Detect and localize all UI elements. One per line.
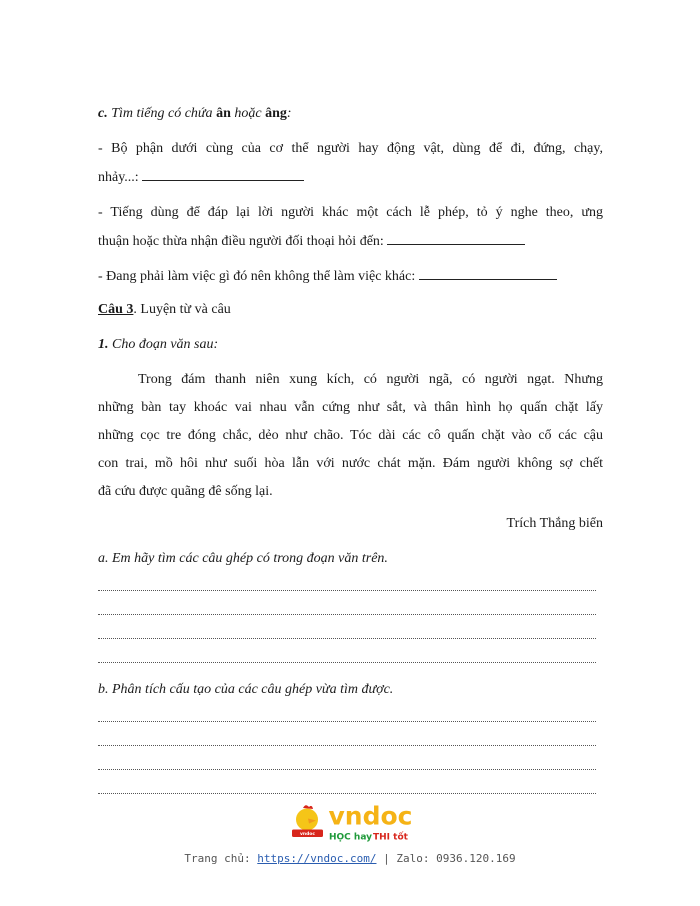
section-label: c. (98, 106, 108, 121)
answer-line[interactable] (98, 793, 596, 794)
vndoc-watermark-logo (288, 802, 413, 847)
item-3-line (98, 263, 603, 291)
svg-text:vndoc: vndoc (299, 832, 316, 837)
mascot-icon (288, 802, 413, 847)
footer-home-label: Trang chủ: (184, 852, 258, 865)
term-ang: âng (265, 106, 287, 121)
question-title: . Luyện từ và câu (133, 302, 231, 317)
cau3-heading (98, 296, 603, 324)
question-label: Câu 3 (98, 302, 134, 317)
source-citation: Trích Thắng biển (506, 516, 603, 531)
sub-text: Cho đoạn văn sau: (108, 337, 219, 352)
footer-home-link[interactable]: https://vndoc.com/ (257, 852, 377, 865)
question-b: b. Phân tích cấu tạo của các câu ghép vừa tìm được. (98, 682, 394, 697)
footer-zalo-label: | Zalo: (376, 852, 437, 865)
term-an: ân (216, 106, 231, 121)
prompt-end: : (286, 106, 292, 121)
item-2-line2 (98, 228, 603, 256)
passage-line: Trong đám thanh niên xung kích, có người ngã, có người ngạt. Nhưng (138, 372, 603, 387)
item-1-line2 (98, 164, 603, 192)
passage-line: đã cứu được quãng đê sống lại. (98, 484, 273, 499)
answer-blank[interactable] (142, 168, 304, 181)
footer-phone: 0936.120.169 (436, 852, 516, 865)
answer-line[interactable] (98, 745, 596, 746)
svg-text:vndoc: vndoc (328, 802, 413, 831)
passage-line: những bàn tay khoác vai nhau vẫn cứng như sắt, và thân hình họ quấn chặt lấy (98, 400, 603, 415)
passage-line: những cọc tre đóng chắc, dẻo như chão. Tóc dài các cô quấn chặt vào cổ các cậu (98, 428, 603, 443)
answer-line[interactable] (98, 614, 596, 615)
answer-line[interactable] (98, 769, 596, 770)
svg-text:HỌC hay: HỌC hay (329, 832, 372, 843)
item-2-line1: - Tiếng dùng để đáp lại lời người khác một cách lễ phép, tỏ ý nghe theo, ưng (98, 205, 603, 220)
answer-line[interactable] (98, 638, 596, 639)
passage-line: con trai, mồ hôi như suối hòa lẫn với nước chát mặn. Đám người không sợ chết (98, 456, 603, 471)
item-2-text: thuận hoặc thừa nhận điều người đối thoại hỏi đến: (98, 234, 384, 249)
answer-line[interactable] (98, 721, 596, 722)
answer-line[interactable] (98, 662, 596, 663)
answer-blank[interactable] (419, 267, 557, 280)
answer-blank[interactable] (387, 232, 525, 245)
sub-heading (98, 331, 603, 359)
answer-line[interactable] (98, 590, 596, 591)
item-1-text: nhảy...: (98, 170, 139, 185)
page-footer (0, 852, 700, 865)
svg-text:THI tốt: THI tốt (373, 832, 408, 843)
prompt-mid: hoặc (230, 106, 266, 121)
section-c-heading (98, 100, 603, 128)
question-a: a. Em hãy tìm các câu ghép có trong đoạn văn trên. (98, 551, 388, 566)
sub-label: 1. (98, 337, 109, 352)
item-3-text: - Đang phải làm việc gì đó nên không thể làm việc khác: (98, 269, 416, 284)
prompt-text: Tìm tiếng có chứa (107, 106, 217, 121)
item-1-line1: - Bộ phận dưới cùng của cơ thể người hay động vật, dùng để đi, đứng, chạy, (98, 141, 603, 156)
